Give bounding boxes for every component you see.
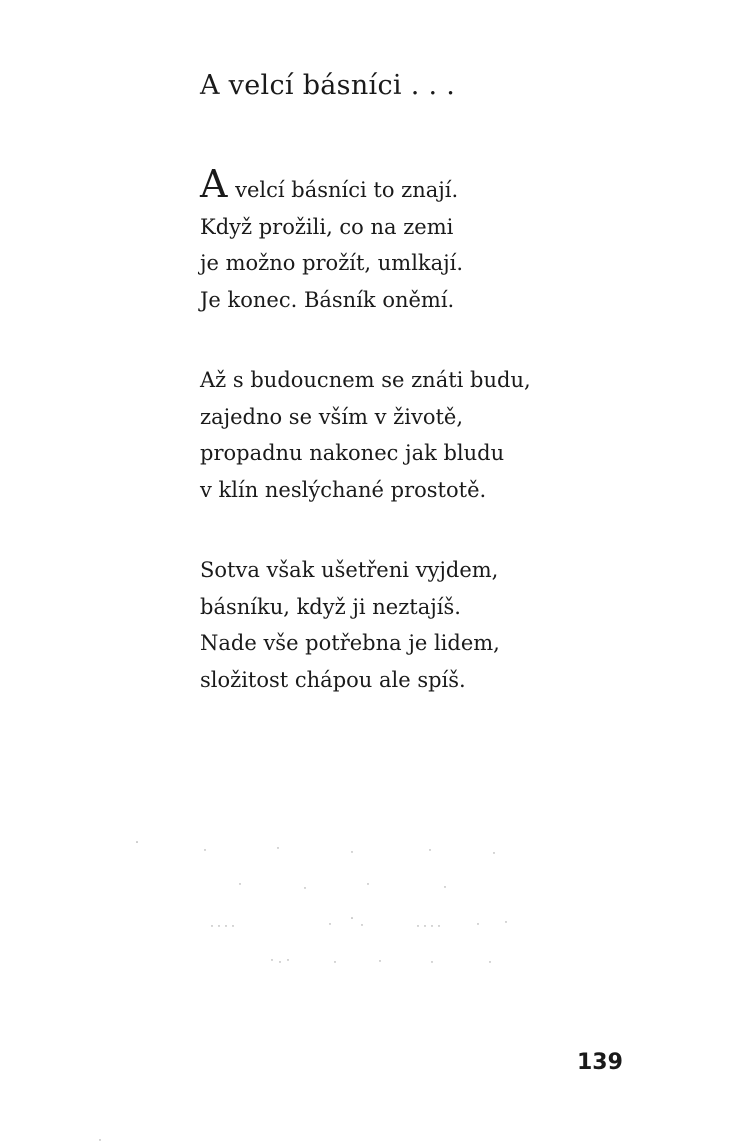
page-number: 139 (577, 1050, 623, 1075)
stanza-1 (200, 162, 700, 318)
poem-line: básníku, když ji neztajíš. (200, 594, 461, 619)
poem-line: Když prožili, co na zemi (200, 214, 454, 239)
first-line-text: velcí básníci to znají. (228, 178, 459, 202)
poem-line: Nade vše potřebna je lidem, (200, 631, 500, 655)
poem-line: v klín neslýchané prostotě. (200, 477, 487, 502)
poem-line: Až s budoucnem se znáti budu, (200, 368, 531, 392)
poem-line: Sotva však ušetřeni vyjdem, (200, 558, 499, 582)
poem-title: A velcí básníci . . . (200, 70, 456, 101)
poem-line (200, 162, 700, 209)
poem-body (200, 162, 700, 742)
poem-line: propadnu nakonec jak bludu (200, 441, 505, 465)
poem-line: Je konec. Básník oněmí. (200, 287, 455, 312)
drop-cap: A (200, 162, 228, 206)
poem-line: je možno prožít, umlkají. (200, 251, 464, 275)
stanza-2 (200, 362, 700, 508)
stanza-3 (200, 552, 700, 698)
poem-line: složitost chápou ale spíš. (200, 667, 466, 692)
poem-line: zajedno se vším v životě, (200, 404, 464, 429)
